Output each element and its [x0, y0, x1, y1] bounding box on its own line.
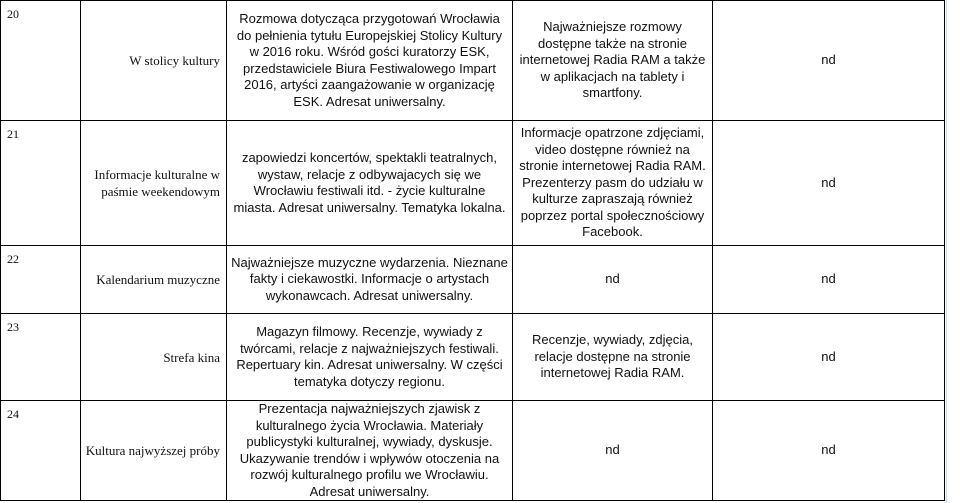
- programme-additional-info: Recenzje, wywiady, zdjęcia, relacje dostępne na stronie internetowej Radia RAM.: [513, 314, 713, 401]
- programme-nd-value: nd: [713, 246, 945, 314]
- programme-additional-info: Informacje opatrzone zdjęciami, video dostępne również na stronie internetowej Radia RAM. Prezenterzy pasm do udziału w kulturze zapraszają również poprzez portal społecznościowy Facebook.: [513, 121, 713, 246]
- table-row: [1, 314, 945, 401]
- programme-additional-info: nd: [513, 401, 713, 501]
- row-number: 22: [1, 246, 81, 314]
- programme-description: Rozmowa dotycząca przygotowań Wrocławia do pełnienia tytułu Europejskiej Stolicy Kultury w 2016 roku. Wśród gości kuratorzy ESK, przedstawiciele Biura Festiwalowego Impart 2016, artyści zaangażowanie w organizację ESK. Adresat uniwersalny.: [227, 1, 513, 121]
- programme-nd-value: nd: [713, 121, 945, 246]
- programme-nd-value: nd: [713, 401, 945, 501]
- table-row: [1, 121, 945, 246]
- table-row: [1, 401, 945, 501]
- programme-nd-value: nd: [713, 314, 945, 401]
- table-row: [1, 1, 945, 121]
- row-number: 24: [1, 401, 81, 501]
- row-number: 20: [1, 1, 81, 121]
- row-number: 23: [1, 314, 81, 401]
- programme-title: W stolicy kultury: [81, 1, 227, 121]
- page-edge-rule: [946, 0, 947, 503]
- programme-title: Strefa kina: [81, 314, 227, 401]
- programme-title: Kalendarium muzyczne: [81, 246, 227, 314]
- programme-title: Informacje kulturalne w paśmie weekendowym: [81, 121, 227, 246]
- programme-description: Magazyn filmowy. Recenzje, wywiady z twórcami, relacje z najważniejszych festiwali. Repertuary kin. Adresat uniwersalny. W części tematyka dotyczy regionu.: [227, 314, 513, 401]
- programme-description: zapowiedzi koncertów, spektakli teatralnych, wystaw, relacje z odbywajacych się we Wrocławiu festiwali itd. - życie kulturalne miasta. Adresat uniwersalny. Tematyka lokalna.: [227, 121, 513, 246]
- programme-nd-value: nd: [713, 1, 945, 121]
- programme-additional-info: Najważniejsze rozmowy dostępne także na stronie internetowej Radia RAM a także w aplikacjach na tablety i smartfony.: [513, 1, 713, 121]
- programme-description: Najważniejsze muzyczne wydarzenia. Nieznane fakty i ciekawostki. Informacje o artystach wykonawcach. Adresat uniwersalny.: [227, 246, 513, 314]
- table-row: [1, 246, 945, 314]
- programme-title: Kultura najwyższej próby: [81, 401, 227, 501]
- programme-additional-info: nd: [513, 246, 713, 314]
- row-number: 21: [1, 121, 81, 246]
- programme-description: Prezentacja najważniejszych zjawisk z kulturalnego życia Wrocławia. Materiały publicystyki kulturalnej, wywiady, dyskusje. Ukazywanie trendów i wpływów otoczenia na rozwój kulturalnego profilu we Wrocławiu. Adresat uniwersalny.: [227, 401, 513, 501]
